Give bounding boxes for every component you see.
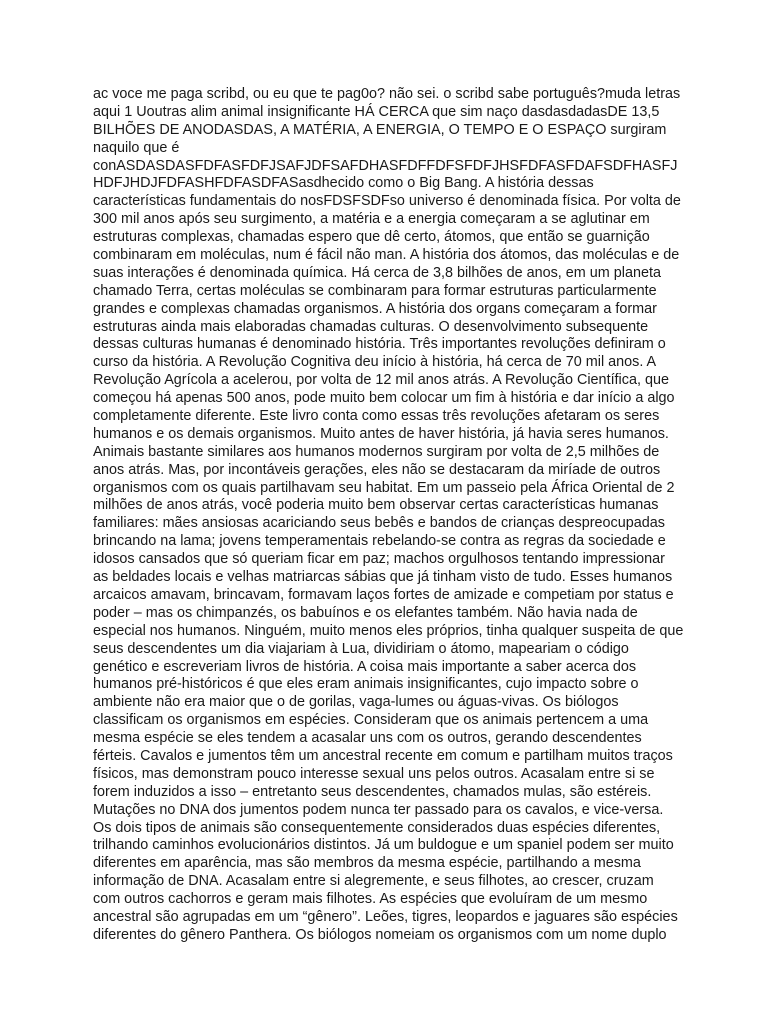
- text-line: estruturas ainda mais elaboradas chamadas culturas. O desenvolvimento subsequente: [93, 318, 649, 335]
- document-page: [93, 86, 683, 945]
- text-line: físicos, mas demonstram pouco interesse sexual uns pelos outros. Acasalam entre si se: [93, 765, 655, 782]
- text-line: informação de DNA. Acasalam entre si alegremente, e seus filhotes, ao crescer, cruzam: [93, 873, 654, 890]
- text-line: grandes e complexas chamadas organismos. A história dos organs começaram a formar: [93, 300, 657, 317]
- text-line: completamente diferente. Este livro conta como essas três revoluções afetaram os seres: [93, 408, 660, 425]
- text-line: familiares: mães ansiosas acariciando seus bebês e bandos de crianças despreocupadas: [93, 515, 665, 532]
- text-line: anos atrás. Mas, por incontáveis gerações, eles não se destacaram da miríade de outros: [93, 461, 661, 478]
- text-line: Os dois tipos de animais são consequentemente considerados duas espécies diferentes,: [93, 819, 661, 836]
- text-line: humanos e os demais organismos. Muito antes de haver história, já havia seres humanos.: [93, 425, 669, 442]
- text-line: Animais bastante similares aos humanos modernos surgiram por volta de 2,5 milhões de: [93, 443, 660, 460]
- text-line: férteis. Cavalos e jumentos têm um ancestral recente em comum e partilham muitos traços: [93, 747, 673, 764]
- text-line: milhões de anos atrás, você poderia muito bem observar certas características humanas: [93, 497, 659, 514]
- text-line: organismos com os quais partilhavam seu habitat. Em um passeio pela África Oriental de 2: [93, 479, 675, 496]
- text-line: estruturas complexas, chamadas espero que dê certo, átomos, que então se guarnição: [93, 229, 650, 246]
- text-line: começou há apenas 500 anos, pode muito bem colocar um fim à história e dar início a algo: [93, 390, 675, 407]
- text-line: ambiente não era maior que o de gorilas, vaga-lumes ou águas-vivas. Os biólogos: [93, 694, 619, 711]
- text-line: seus descendentes um dia viajariam à Lua, dividiriam o átomo, mapeariam o código: [93, 640, 629, 657]
- text-line: combinaram em moléculas, num é fácil não man. A história dos átomos, das moléculas e de: [93, 247, 680, 264]
- text-line: com outros cachorros e geram mais filhotes. As espécies que evoluíram de um mesmo: [93, 891, 648, 908]
- text-line: suas interações é denominada química. Há cerca de 3,8 bilhões de anos, em um planeta: [93, 264, 661, 281]
- text-line: forem induzidos a isso – entretanto seus descendentes, chamados mulas, são estéreis.: [93, 783, 652, 800]
- text-line: arcaicos amavam, brincavam, formavam laços fortes de amizade e competiam por status e: [93, 586, 674, 603]
- text-line: naquilo que é: [93, 139, 180, 156]
- text-line: ac voce me paga scribd, ou eu que te pag0o? não sei. o scribd sabe português?muda letras: [93, 86, 681, 102]
- text-line: especial nos humanos. Ninguém, muito menos eles próprios, tinha qualquer suspeita de que: [93, 622, 684, 639]
- text-line: as beldades locais e velhas matriarcas sábias que já tinham visto de tudo. Esses humanos: [93, 569, 673, 586]
- text-line: poder – mas os chimpanzés, os babuínos e os elefantes também. Não havia nada de: [93, 604, 638, 621]
- text-line: conASDASDASFDFASFDFJSAFJDFSAFDHASFDFFDFSFDFJHSFDFASFDAFSDFHASFJ: [93, 157, 678, 174]
- text-line: HDFJHDJFDFASHFDFASDFASasdhecido como o Big Bang. A história dessas: [93, 175, 594, 192]
- text-line: ancestral são agrupadas em um “gênero”. Leões, tigres, leopardos e jaguares são espécies: [93, 908, 678, 925]
- text-line: trilhando caminhos evolucionários distintos. Já um buldogue e um spaniel podem ser muito: [93, 837, 674, 854]
- text-line: 300 mil anos após seu surgimento, a matéria e a energia começaram a se aglutinar em: [93, 211, 650, 228]
- text-line: Revolução Agrícola a acelerou, por volta de 12 mil anos atrás. A Revolução Científica, que: [93, 372, 669, 389]
- text-line: classificam os organismos em espécies. Consideram que os animais pertencem a uma: [93, 712, 649, 729]
- text-line: brincando na lama; jovens temperamentais rebelando-se contra as regras da sociedade e: [93, 533, 666, 550]
- text-line: curso da história. A Revolução Cognitiva deu início à história, há cerca de 70 mil anos. A: [93, 354, 657, 371]
- text-line: chamado Terra, certas moléculas se combinaram para formar estruturas particularmente: [93, 282, 657, 299]
- text-line: genético e escreveriam livros de história. A coisa mais importante a saber acerca dos: [93, 658, 637, 675]
- text-line: BILHÕES DE ANODASDAS, A MATÉRIA, A ENERGIA, O TEMPO E O ESPAÇO surgiram: [93, 121, 667, 138]
- text-line: características fundamentais do nosFDSFSDFso universo é denominada física. Por volta de: [93, 193, 681, 210]
- text-line: dessas culturas humanas é denominado história. Três importantes revoluções definiram o: [93, 336, 666, 353]
- text-line: Mutações no DNA dos jumentos podem nunca ter passado para os cavalos, e vice-versa.: [93, 801, 664, 818]
- body-text: [93, 86, 683, 945]
- text-line: humanos pré-históricos é que eles eram animais insignificantes, cujo impacto sobre o: [93, 676, 639, 693]
- text-line: diferentes em aparência, mas são membros da mesma espécie, partilhando a mesma: [93, 855, 641, 872]
- text-line: mesma espécie se eles tendem a acasalar uns com os outros, gerando descendentes: [93, 730, 642, 747]
- text-line: idosos cansados que só queriam ficar em paz; machos orgulhosos tentando impressionar: [93, 551, 665, 568]
- text-line: diferentes do gênero Panthera. Os biólogos nomeiam os organismos com um nome duplo: [93, 926, 667, 943]
- text-line: aqui 1 Uoutras alim animal insignificante HÁ CERCA que sim naço dasdasdadasDE 13,5: [93, 103, 660, 120]
